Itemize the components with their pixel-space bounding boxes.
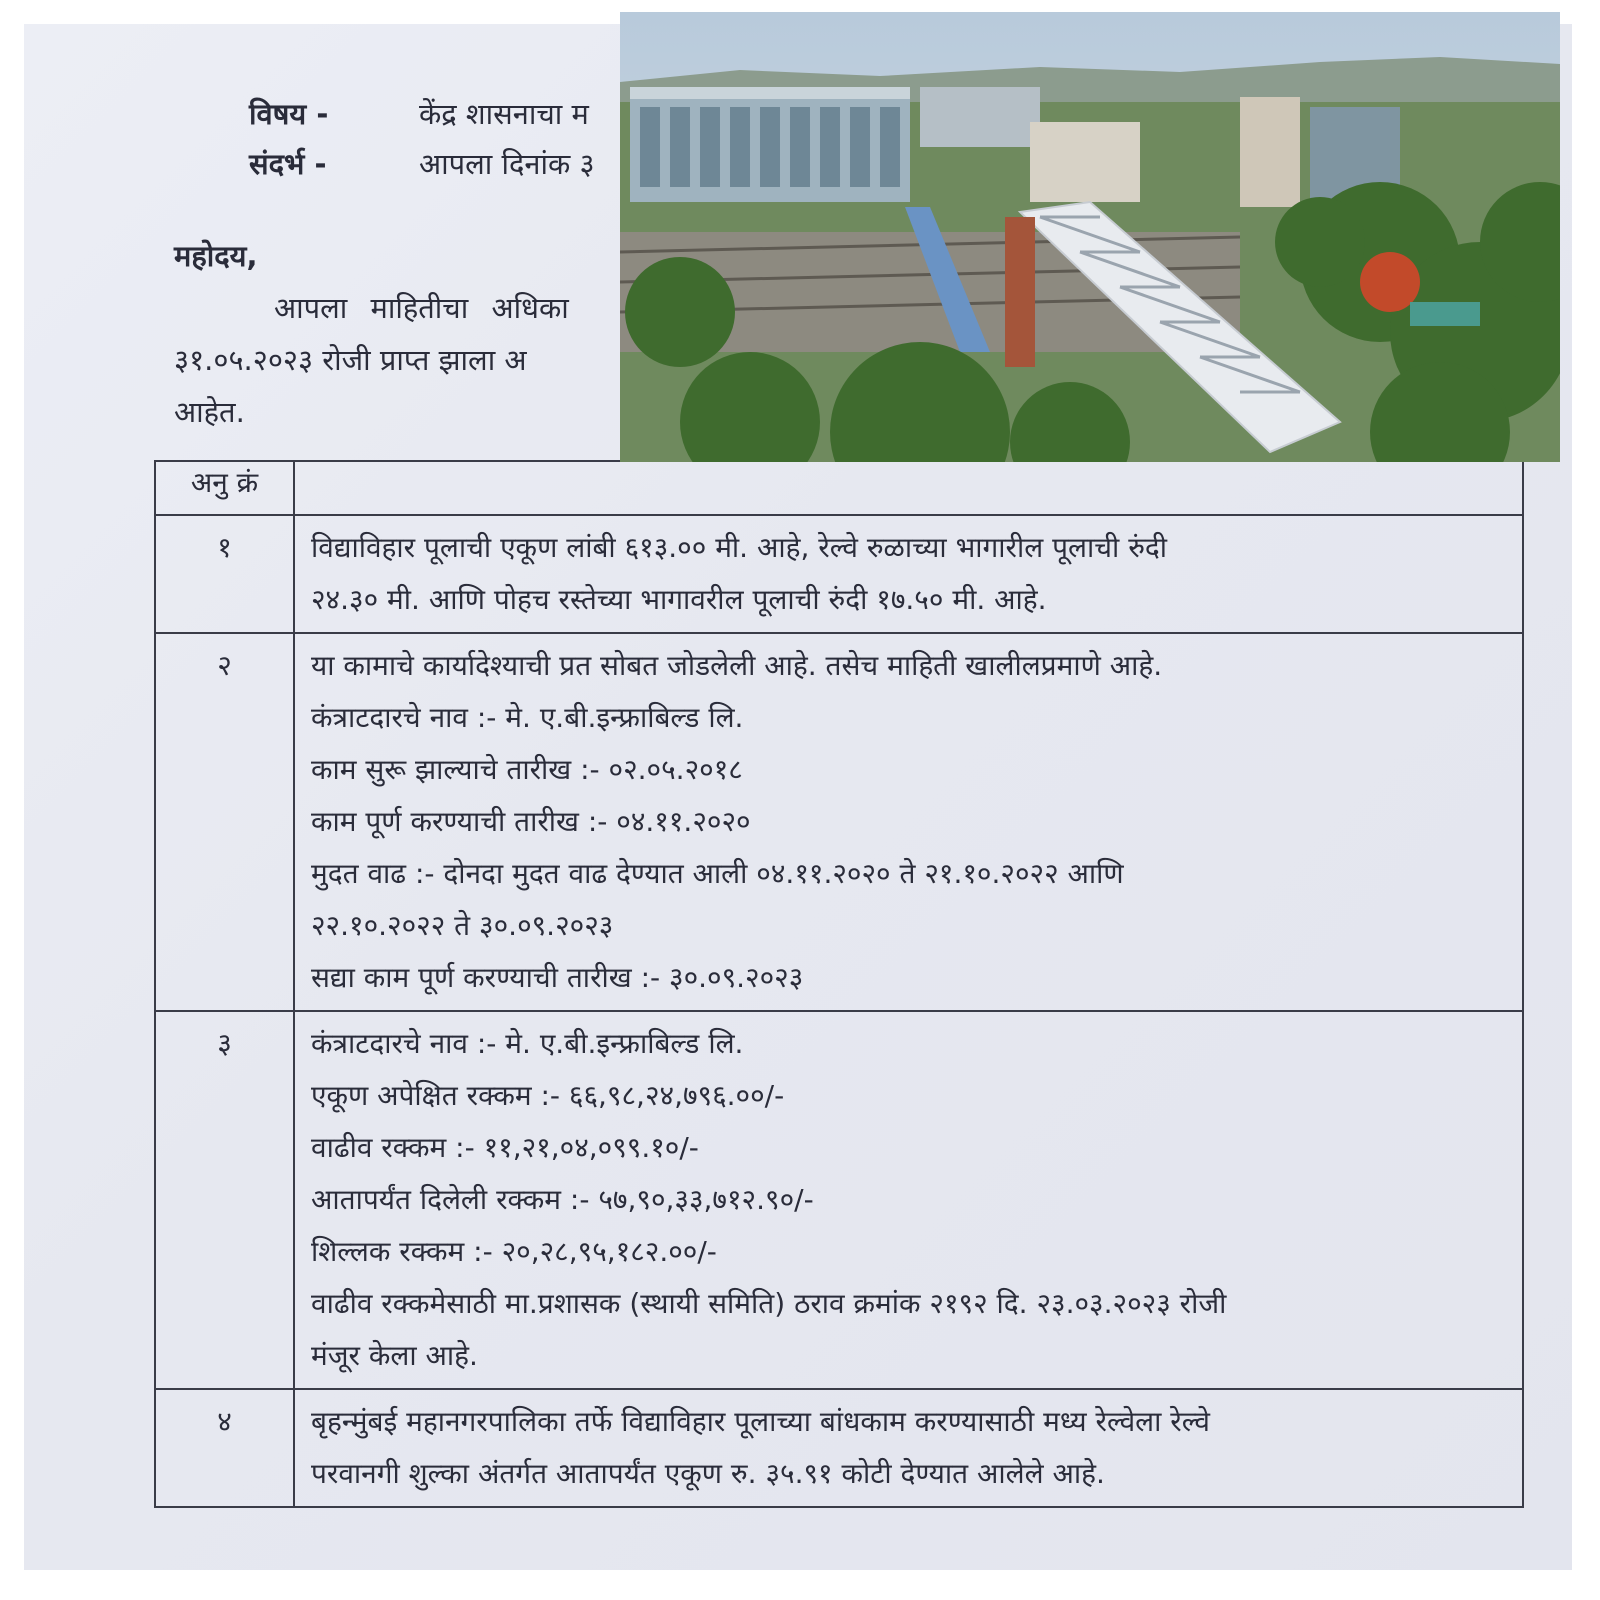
row-2-line-3: काम सुरू झाल्याचे तारीख :- ०२.०५.२०१८ [311,753,743,786]
bridge-photo [620,12,1560,462]
row-2-line-2: कंत्राटदारचे नाव :- मे. ए.बी.इन्फ्राबिल्ड लि. [311,701,744,734]
mid-building [920,87,1040,147]
bridge-pier [1005,217,1035,367]
subject-row [249,94,589,133]
intro-paragraph [174,282,569,438]
serial-cell: २ [155,633,294,1011]
row-4-line-1: बृहन्मुंबई महानगरपालिका तर्फे विद्याविहार पूलाच्या बांधकाम करण्यासाठी मध्य रेल्वेला रेल्वे [311,1405,1210,1438]
row-3-line-2: एकूण अपेक्षित रक्कम :- ६६,९८,२४,७९६.००/- [311,1079,785,1112]
reference-text: आपला दिनांक ३ [419,147,595,181]
row-1-line-1: विद्याविहार पूलाची एकूण लांबी ६१३.०० मी. आहे, रेल्वे रुळाच्या भागारील पूलाची रुंदी [311,531,1168,564]
table-row [155,1011,1523,1389]
serial-header: अनु क्रं [155,461,294,515]
reference-row [249,144,595,183]
details-cell [294,1011,1523,1389]
row-1-line-2: २४.३० मी. आणि पोहच रस्तेच्या भागावरील पूलाची रुंदी १७.५० मी. आहे. [311,583,1047,616]
table-row [155,633,1523,1011]
intro-line-2: ३१.०५.२०२३ रोजी प्राप्त झाला अ [174,343,527,377]
row-2-line-1: या कामाचे कार्यादेश्याची प्रत सोबत जोडलेली आहे. तसेच माहिती खालीलप्रमाणे आहे. [311,649,1163,682]
row-3-line-7: मंजूर केला आहे. [311,1339,478,1372]
row-2-line-4: काम पूर्ण करण्याची तारीख :- ०४.११.२०२० [311,805,751,838]
table-header-row [155,461,1523,515]
info-table [154,460,1524,1508]
row-3-line-1: कंत्राटदारचे नाव :- मे. ए.बी.इन्फ्राबिल्ड लि. [311,1027,744,1060]
bridge-photo-illustration [620,12,1560,462]
intro-line-1: आपला माहितीचा अधिका [274,291,569,325]
row-2-line-6: २२.१०.२०२२ ते ३०.०९.२०२३ [311,909,614,942]
white-building [1030,122,1140,202]
row-4-line-2: परवानगी शुल्का अंतर्गत आतापर्यंत एकूण रु. ३५.९१ कोटी देण्यात आलेले आहे. [311,1457,1105,1490]
table-row [155,1389,1523,1507]
row-3-line-3: वाढीव रक्कम :- ११,२१,०४,०९९.१०/- [311,1131,699,1164]
row-2-line-5: मुदत वाढ :- दोनदा मुदत वाढ देण्यात आली ०४.११.२०२० ते २१.१०.२०२२ आणि [311,857,1124,890]
row-3-line-4: आतापर्यंत दिलेली रक्कम :- ५७,९०,३३,७१२.९०/- [311,1183,814,1216]
row-3-line-5: शिल्लक रक्कम :- २०,२८,९५,१८२.००/- [311,1235,717,1268]
serial-cell: ४ [155,1389,294,1507]
serial-cell: १ [155,515,294,633]
subject-text: केंद्र शासनाचा म [419,97,589,131]
tower-building [1240,97,1300,207]
roof-shed [1410,302,1480,326]
row-2-line-7: सद्या काम पूर्ण करण्याची तारीख :- ३०.०९.२०२३ [311,961,804,994]
details-cell [294,633,1523,1011]
details-cell [294,515,1523,633]
serial-cell: ३ [155,1011,294,1389]
greeting: महोदय, [174,239,258,273]
row-3-line-6: वाढीव रक्कमेसाठी मा.प्रशासक (स्थायी समिति) ठराव क्रमांक २१९२ दि. २३.०३.२०२३ रोजी [311,1287,1227,1320]
subject-label: विषय - [249,97,329,131]
details-header [294,461,1523,515]
table-row [155,515,1523,633]
reference-label: संदर्भ - [249,147,327,181]
intro-line-3: आहेत. [174,395,245,429]
details-cell [294,1389,1523,1507]
left-building [630,87,910,202]
